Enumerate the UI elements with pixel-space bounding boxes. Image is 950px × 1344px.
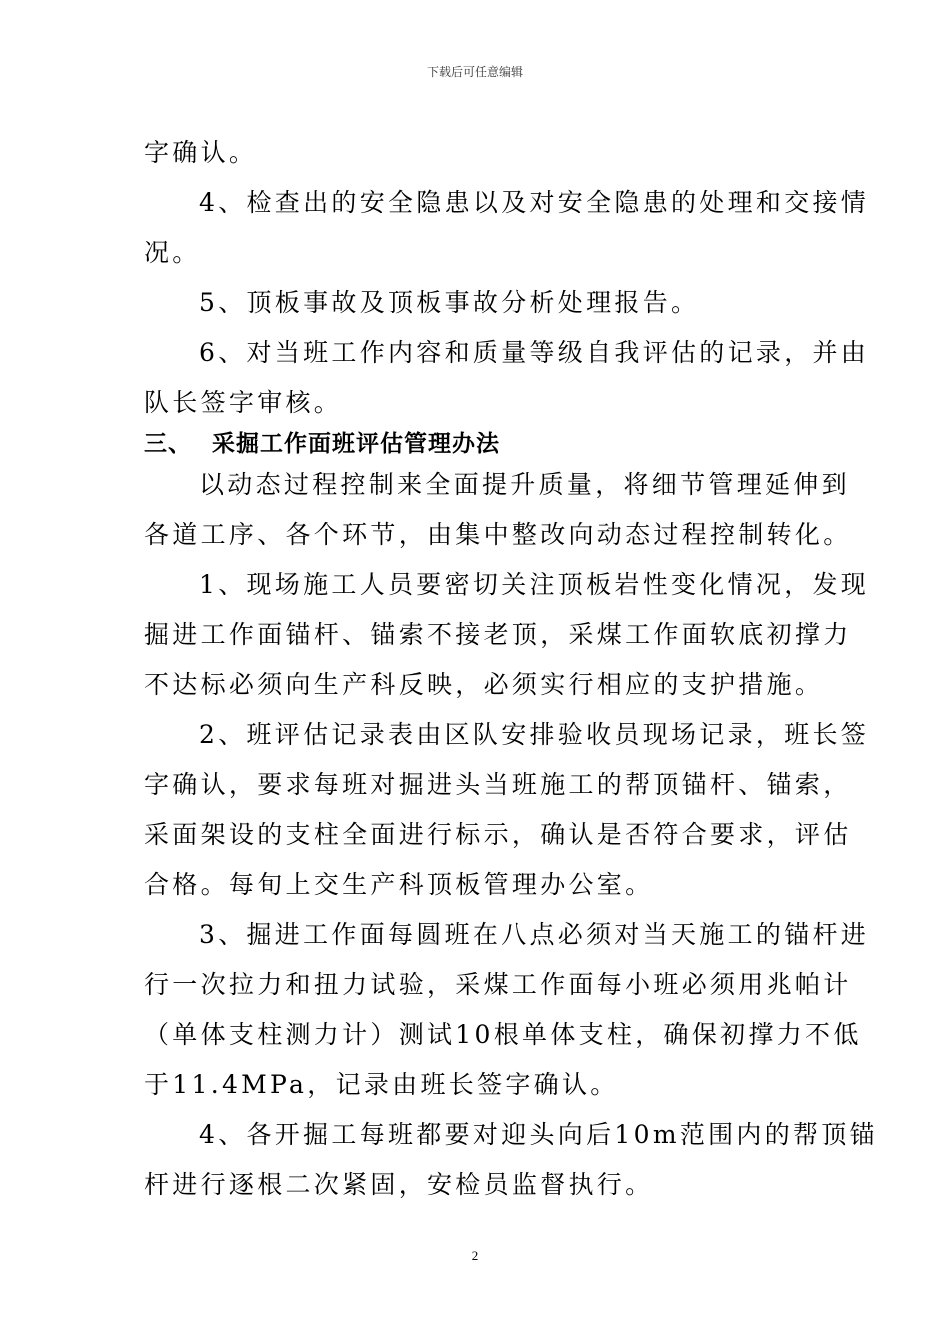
paragraph-line: 字确认。 [144, 138, 258, 167]
document-body [144, 128, 878, 1210]
section-number: 三、 [144, 431, 192, 457]
paragraph-line: 以动态过程控制来全面提升质量，将细节管理延伸到 [199, 470, 850, 499]
paragraph-line: 5、顶板事故及顶板事故分析处理报告。 [199, 288, 700, 317]
paragraph-line: 合格。每旬上交生产科顶板管理办公室。 [144, 870, 654, 899]
paragraph-line: 不达标必须向生产科反映，必须实行相应的支护措施。 [144, 670, 824, 699]
paragraph-line: 4、各开掘工每班都要对迎头向后10m范围内的帮顶锚 [199, 1120, 878, 1149]
section-title: 采掘工作面班评估管理办法 [212, 431, 500, 457]
paragraph-line: 2、班评估记录表由区队安排验收员现场记录，班长签 [199, 720, 870, 749]
paragraph-line: 于11.4MPa，记录由班长签字确认。 [144, 1070, 619, 1099]
paragraph-line: 字确认，要求每班对掘进头当班施工的帮顶锚杆、锚索， [144, 770, 852, 799]
paragraph-line: 1、现场施工人员要密切关注顶板岩性变化情况，发现 [199, 570, 870, 599]
paragraph-line: 采面架设的支柱全面进行标示，确认是否符合要求，评估 [144, 820, 852, 849]
paragraph-line: 各道工序、各个环节，由集中整改向动态过程控制转化。 [144, 520, 852, 549]
paragraph-line: （单体支柱测力计）测试10根单体支柱，确保初撑力不低 [144, 1020, 862, 1049]
paragraph-line: 队长签字审核。 [144, 388, 343, 417]
paragraph-line: 6、对当班工作内容和质量等级自我评估的记录，并由 [199, 338, 870, 367]
paragraph-line: 4、检查出的安全隐患以及对安全隐患的处理和交接情 [199, 188, 870, 217]
page-header: 下载后可任意编辑 [426, 65, 523, 79]
paragraph-line: 况。 [144, 238, 201, 267]
paragraph-line: 杆进行逐根二次紧固，安检员监督执行。 [144, 1170, 654, 1199]
paragraph-line: 掘进工作面锚杆、锚索不接老顶，采煤工作面软底初撑力 [144, 620, 852, 649]
section-heading [144, 428, 809, 460]
paragraph-line: 3、掘进工作面每圆班在八点必须对当天施工的锚杆进 [199, 920, 870, 949]
paragraph-line: 行一次拉力和扭力试验，采煤工作面每小班必须用兆帕计 [144, 970, 852, 999]
page-number: 2 [471, 1248, 479, 1263]
